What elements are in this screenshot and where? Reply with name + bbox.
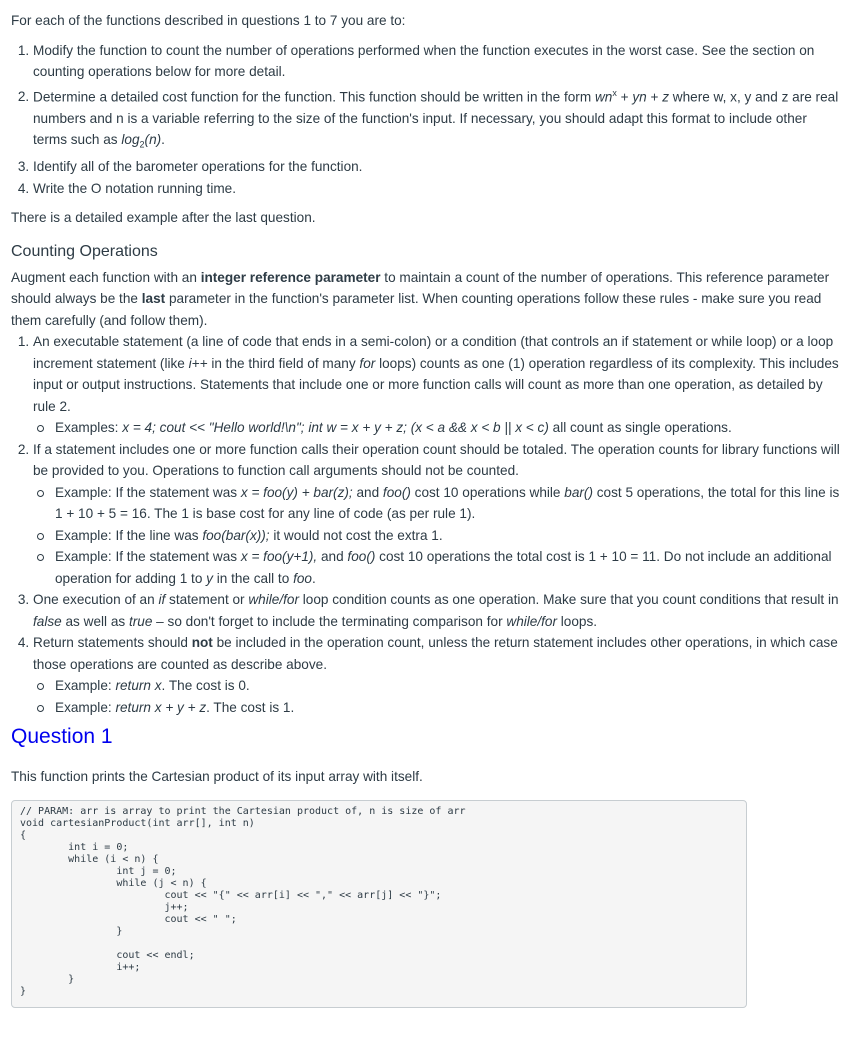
code-line: } [20, 985, 27, 997]
code-line: j++; [20, 901, 189, 913]
question-heading: Question 1 [11, 725, 113, 749]
task-list [11, 40, 841, 200]
example-item: Example: If the statement was x = foo(y+1), and foo() cost 10 operations the total cost is 1 + 10 = 11. Do not include an additional operation for adding 1 to y in the call to foo. [33, 546, 841, 589]
counting-paragraph: Augment each function with an integer reference parameter to maintain a count of the number of operations. This reference parameter should always be the last parameter in the function's parameter list. When counting operations follow these rules - make sure you read them carefully (and follow them). [11, 269, 830, 328]
task-item: 1. Modify the function to count the number of operations performed when the function executes in the worst case. See the section on counting operations below for more detail. [33, 40, 841, 83]
code-block [11, 800, 747, 1008]
question-description: This function prints the Cartesian product of its input array with itself. [11, 769, 423, 785]
task-item: 3. Identify all of the barometer operations for the function. [33, 156, 841, 178]
code-line: void cartesianProduct(int arr[], int n) [20, 817, 255, 829]
code-line: } [20, 973, 75, 985]
rule-item: 4. Return statements should not be included in the operation count, unless the return statement includes other operations, in which case those operations are counted as describe above. Example: return x. The cost is 0. Example: return x + y + z. The cost is 1. [33, 632, 841, 718]
rule-item: 3. One execution of an if statement or while/for loop condition counts as one operation. Make sure that you count conditions that result in false as well as true – so don't forget to include the terminating comparison for while/for loops. [33, 589, 841, 632]
example-item: Example: return x + y + z. The cost is 1. [33, 697, 841, 719]
code-line: i++; [20, 961, 141, 973]
example-note: There is a detailed example after the last question. [11, 210, 316, 226]
rule-examples [33, 482, 841, 590]
intro-text: For each of the functions described in questions 1 to 7 you are to: [11, 13, 406, 28]
code-line: int j = 0; [20, 865, 177, 877]
code-line: } [20, 925, 123, 937]
code-line: int i = 0; [20, 841, 129, 853]
counting-operations-heading: Counting Operations [11, 242, 158, 260]
code-line: cout << " "; [20, 913, 237, 925]
code-line: // PARAM: arr is array to print the Cartesian product of, n is size of arr [20, 805, 466, 817]
code-line: cout << endl; [20, 949, 195, 961]
rule-item: 2. If a statement includes one or more function calls their operation count should be totaled. The operation counts for library functions will be provided to you. Operations to function call arguments should not be counted. Example: If the statement was x = foo(y) + bar(z); and foo() cost 10 operations while bar() cost 5 operations, the total for this line is 1 + 10 + 5 = 16. The 1 is base cost for any line of code (as per rule 1). Example: If the line was foo(bar(x)); it would not cost the extra 1. Example: If the statement was x = foo(y+1), and foo() cost 10 operations the total cost is 1 + 10 = 11. Do not include an additional operation for adding 1 to y in the call to foo. [33, 439, 841, 590]
code-line: while (j < n) { [20, 877, 207, 889]
code-line: cout << "{" << arr[i] << "," << arr[j] << "}"; [20, 889, 442, 901]
example-item: Example: If the statement was x = foo(y) + bar(z); and foo() cost 10 operations while bar() cost 5 operations, the total for this line is 1 + 10 + 5 = 16. The 1 is base cost for any line of code (as per rule 1). [33, 482, 841, 525]
example-item: Example: return x. The cost is 0. [33, 675, 841, 697]
rule-item: 1. An executable statement (a line of code that ends in a semi-colon) or a condition (that controls an if statement or while loop) or a loop increment statement (like i++ in the third field of many for loops) counts as one (1) operation regardless of its complexity. This includes input or output instructions. Statements that include one or more function calls will count as more than one operation, as detailed by rule 2. Examples: x = 4; cout << "Hello world!\n"; int w = x + y + z; (x < a && x < b || x < c) all count as single operations. [33, 331, 841, 439]
rule-examples [33, 417, 841, 439]
code-line [20, 938, 738, 950]
rules-list [11, 331, 841, 718]
rule-examples [33, 675, 841, 718]
example-item: Examples: x = 4; cout << "Hello world!\n"; int w = x + y + z; (x < a && x < b || x < c) all count as single operations. [33, 417, 841, 439]
code-line: { [20, 829, 27, 841]
task-item: 4. Write the O notation running time. [33, 178, 841, 200]
code-line: while (i < n) { [20, 853, 159, 865]
example-item: Example: If the line was foo(bar(x)); it would not cost the extra 1. [33, 525, 841, 547]
task-item: 2. Determine a detailed cost function for the function. This function should be written in the form $wn^x$ + yn + z where w, x, y and z are real numbers and n is a variable referring to the size of the function's input. If necessary, you should adapt this format to include other terms such as $\log_2(n)$. [33, 83, 841, 157]
